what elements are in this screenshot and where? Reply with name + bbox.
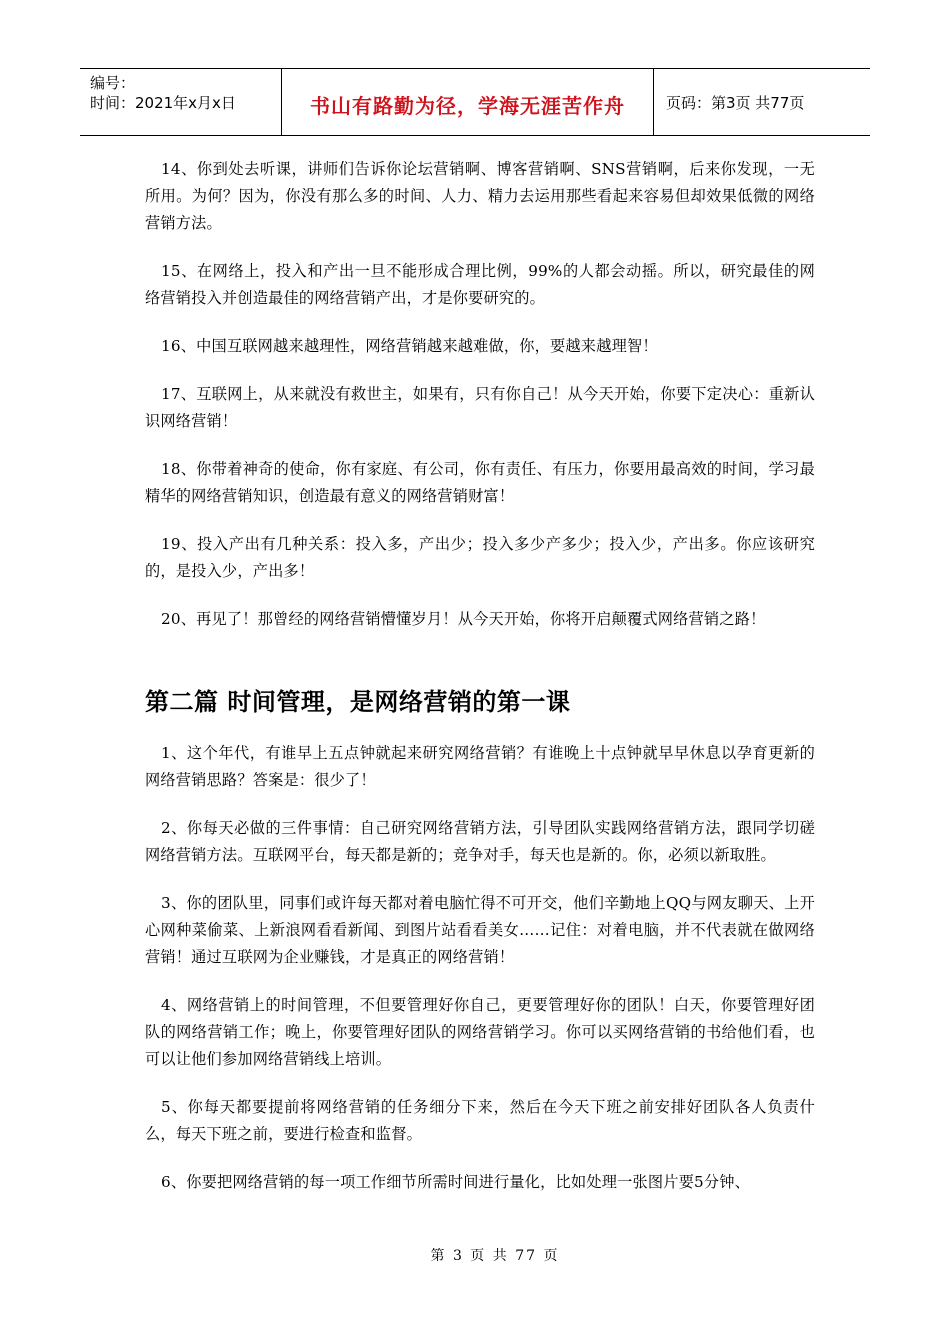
section-title: 第二篇 时间管理，是网络营销的第一课 [145,688,571,716]
paragraph: 1、这个年代，有谁早上五点钟就起来研究网络营销？有谁晚上十点钟就早早休息以孕育更新的网络营销思路？答案是：很少了！ [145,744,815,789]
paragraph: 16、中国互联网越来越理性，网络营销越来越难做，你，要越来越理智！ [161,337,658,355]
paragraph: 3、你的团队里，同事们或许每天都对着电脑忙得不可开交，他们辛勤地上QQ与网友聊天、上开心网种菜偷菜、上新浪网看看新闻、到图片站看看美女……记住：对着电脑，并不代表就在做网络营销！通过互联网为企业赚钱，才是真正的网络营销！ [145,894,815,966]
paragraph: 6、你要把网络营销的每一项工作细节所需时间进行量化，比如处理一张图片要5分钟、 [161,1173,751,1191]
document-header [80,68,870,136]
paragraph: 14、你到处去听课，讲师们告诉你论坛营销啊、博客营销啊、SNS营销啊，后来你发现，一无所用。为何？因为，你没有那么多的时间、人力、精力去运用那些看起来容易但却效果低微的网络营销方法。 [145,160,815,232]
document-body [145,156,815,1217]
paragraph: 15、在网络上，投入和产出一旦不能形成合理比例，99%的人都会动摇。所以，研究最佳的网络营销投入并创造最佳的网络营销产出，才是你要研究的。 [145,262,815,307]
paragraph: 19、投入产出有几种关系：投入多，产出少；投入多少产多少；投入少，产出多。你应该研究的，是投入少，产出多！ [145,535,815,580]
header-page-info-cell [654,69,870,135]
paragraph: 17、互联网上，从来就没有救世主，如果有，只有你自己！从今天开始，你要下定决心：重新认识网络营销！ [145,385,815,430]
date-label: 时间：2021年x月x日 [90,94,236,112]
header-motto-cell [282,69,654,135]
paragraph: 5、你每天都要提前将网络营销的任务细分下来，然后在今天下班之前安排好团队各人负责什么，每天下班之前，要进行检查和监督。 [145,1098,815,1143]
paragraph: 18、你带着神奇的使命，你有家庭、有公司，你有责任、有压力，你要用最高效的时间，学习最精华的网络营销知识，创造最有意义的网络营销财富！ [145,460,815,505]
paragraph: 2、你每天必做的三件事情：自己研究网络营销方法，引导团队实践网络营销方法，跟同学切磋网络营销方法。互联网平台，每天都是新的；竞争对手，每天也是新的。你，必须以新取胜。 [145,819,815,864]
page-info: 页码：第3页 共77页 [666,93,805,112]
header-meta [80,69,282,135]
code-label: 编号： [90,74,136,92]
page-footer: 第 3 页 共 77 页 [430,1248,560,1264]
paragraph: 20、再见了！那曾经的网络营销懵懂岁月！从今天开始，你将开启颠覆式网络营销之路！ [161,610,766,628]
paragraph: 4、网络营销上的时间管理，不但要管理好你自己，更要管理好你的团队！白天，你要管理好团队的网络营销工作；晚上，你要管理好团队的网络营销学习。你可以买网络营销的书给他们看，也可以让他们参加网络营销线上培训。 [145,996,815,1068]
motto: 书山有路勤为径，学海无涯苦作舟 [310,93,625,118]
